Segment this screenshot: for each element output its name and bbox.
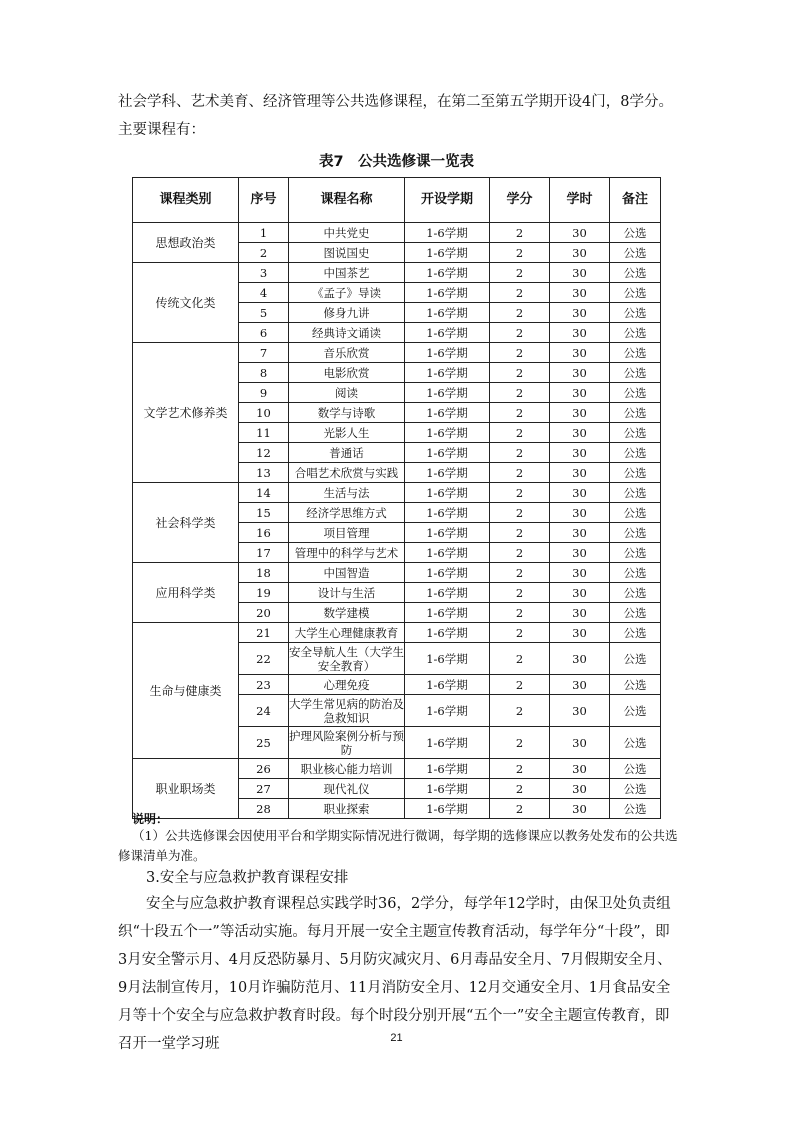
number-cell: 24: [239, 695, 289, 727]
number-cell: 11: [239, 423, 289, 443]
number-cell: 9: [239, 383, 289, 403]
number-cell: 19: [239, 583, 289, 603]
number-cell: 15: [239, 503, 289, 523]
semester-cell: 1-6学期: [405, 643, 490, 675]
number-cell: 4: [239, 283, 289, 303]
number-cell: 6: [239, 323, 289, 343]
number-cell: 26: [239, 759, 289, 779]
hours-cell: 30: [550, 799, 610, 819]
remark-cell: 公选: [610, 779, 661, 799]
remark-cell: 公选: [610, 523, 661, 543]
hours-cell: 30: [550, 443, 610, 463]
header-remarks: 备注: [610, 178, 661, 223]
course-name-cell: 职业核心能力培训: [289, 759, 405, 779]
credits-cell: 2: [490, 323, 550, 343]
credits-cell: 2: [490, 623, 550, 643]
hours-cell: 30: [550, 727, 610, 759]
remark-cell: 公选: [610, 323, 661, 343]
remark-cell: 公选: [610, 363, 661, 383]
credits-cell: 2: [490, 343, 550, 363]
body-paragraph: 安全与应急救护教育课程总实践学时36，2学分，每学年12学时，由保卫处负责组织“十段五个一”等活动实施。每月开展一安全主题宣传教育活动，每学年分“十段”，即3月安全警示月、4月反恐防暴月、5月防灾减灾月、6月毒品安全月、7月假期安全月、9月法制宣传月，10月诈骗防范月、11月消防安全月、12月交通安全月、1月食品安全月等十个安全与应急救护教育时段。每个时段分别开展“五个一”安全主题宣传教育，即召开一堂学习班: [118, 896, 672, 1052]
hours-cell: 30: [550, 483, 610, 503]
semester-cell: 1-6学期: [405, 383, 490, 403]
credits-cell: 2: [490, 463, 550, 483]
remark-cell: 公选: [610, 223, 661, 243]
credits-cell: 2: [490, 675, 550, 695]
hours-cell: 30: [550, 303, 610, 323]
semester-cell: 1-6学期: [405, 443, 490, 463]
course-name-cell: 普通话: [289, 443, 405, 463]
semester-cell: 1-6学期: [405, 523, 490, 543]
hours-cell: 30: [550, 223, 610, 243]
remark-cell: 公选: [610, 799, 661, 819]
hours-cell: 30: [550, 403, 610, 423]
course-name-cell: 中共党史: [289, 223, 405, 243]
course-name-cell: 合唱艺术欣赏与实践: [289, 463, 405, 483]
remark-cell: 公选: [610, 403, 661, 423]
remark-cell: 公选: [610, 603, 661, 623]
category-cell: 社会科学类: [133, 483, 239, 563]
number-cell: 27: [239, 779, 289, 799]
course-name-cell: 职业探索: [289, 799, 405, 819]
credits-cell: 2: [490, 223, 550, 243]
credits-cell: 2: [490, 603, 550, 623]
hours-cell: 30: [550, 343, 610, 363]
credits-cell: 2: [490, 483, 550, 503]
course-name-cell: 经典诗文诵读: [289, 323, 405, 343]
course-name-cell: 安全导航人生（大学生安全教育）: [289, 644, 404, 673]
course-name-cell: 音乐欣赏: [289, 343, 405, 363]
hours-cell: 30: [550, 463, 610, 483]
remark-cell: 公选: [610, 503, 661, 523]
semester-cell: 1-6学期: [405, 759, 490, 779]
credits-cell: 2: [490, 727, 550, 759]
remark-cell: 公选: [610, 563, 661, 583]
table-caption: 表7 公共选修课一览表: [318, 154, 475, 170]
credits-cell: 2: [490, 779, 550, 799]
hours-cell: 30: [550, 623, 610, 643]
semester-cell: 1-6学期: [405, 603, 490, 623]
hours-cell: 30: [550, 603, 610, 623]
course-name-cell: 设计与生活: [289, 583, 405, 603]
header-semester: 开设学期: [405, 178, 490, 223]
credits-cell: 2: [490, 503, 550, 523]
hours-cell: 30: [550, 563, 610, 583]
number-cell: 16: [239, 523, 289, 543]
remark-cell: 公选: [610, 759, 661, 779]
course-name-cell: 修身九讲: [289, 303, 405, 323]
course-name-cell: 心理免疫: [289, 675, 405, 695]
credits-cell: 2: [490, 363, 550, 383]
hours-cell: 30: [550, 675, 610, 695]
remark-cell: 公选: [610, 675, 661, 695]
remark-cell: 公选: [610, 303, 661, 323]
course-name-cell: 中国智造: [289, 563, 405, 583]
notes-title: 说明：: [132, 812, 169, 826]
credits-cell: 2: [490, 303, 550, 323]
hours-cell: 30: [550, 423, 610, 443]
table-body: [133, 223, 661, 819]
category-cell: 思想政治类: [133, 223, 239, 263]
remark-cell: 公选: [610, 623, 661, 643]
credits-cell: 2: [490, 643, 550, 675]
remark-cell: 公选: [610, 695, 661, 727]
hours-cell: 30: [550, 759, 610, 779]
remark-cell: 公选: [610, 283, 661, 303]
remark-cell: 公选: [610, 727, 661, 759]
course-name-cell: 生活与法: [289, 483, 405, 503]
semester-cell: 1-6学期: [405, 623, 490, 643]
hours-cell: 30: [550, 323, 610, 343]
semester-cell: 1-6学期: [405, 283, 490, 303]
intro-paragraph: 社会学科、艺术美育、经济管理等公共选修课程，在第二至第五学期开设4门，8学分。主要课程有：: [118, 94, 673, 138]
semester-cell: 1-6学期: [405, 799, 490, 819]
hours-cell: 30: [550, 583, 610, 603]
header-course: 课程名称: [289, 178, 405, 223]
table-row: [133, 343, 661, 363]
hours-cell: 30: [550, 283, 610, 303]
table-row: [133, 263, 661, 283]
semester-cell: 1-6学期: [405, 323, 490, 343]
remark-cell: 公选: [610, 443, 661, 463]
table-header-row: [133, 178, 661, 223]
hours-cell: 30: [550, 523, 610, 543]
credits-cell: 2: [490, 403, 550, 423]
number-cell: 28: [239, 799, 289, 819]
credits-cell: 2: [490, 759, 550, 779]
number-cell: 14: [239, 483, 289, 503]
hours-cell: 30: [550, 503, 610, 523]
credits-cell: 2: [490, 563, 550, 583]
elective-course-table: [132, 177, 661, 819]
credits-cell: 2: [490, 695, 550, 727]
remark-cell: 公选: [610, 263, 661, 283]
remark-cell: 公选: [610, 583, 661, 603]
hours-cell: 30: [550, 779, 610, 799]
hours-cell: 30: [550, 263, 610, 283]
semester-cell: 1-6学期: [405, 543, 490, 563]
course-name-cell: 管理中的科学与艺术: [289, 543, 405, 563]
number-cell: 2: [239, 243, 289, 263]
semester-cell: 1-6学期: [405, 727, 490, 759]
category-cell: 文学艺术修养类: [133, 343, 239, 483]
credits-cell: 2: [490, 263, 550, 283]
semester-cell: 1-6学期: [405, 583, 490, 603]
number-cell: 7: [239, 343, 289, 363]
credits-cell: 2: [490, 523, 550, 543]
number-cell: 22: [239, 643, 289, 675]
semester-cell: 1-6学期: [405, 423, 490, 443]
header-credits: 学分: [490, 178, 550, 223]
number-cell: 25: [239, 727, 289, 759]
number-cell: 13: [239, 463, 289, 483]
semester-cell: 1-6学期: [405, 483, 490, 503]
credits-cell: 2: [490, 583, 550, 603]
number-cell: 1: [239, 223, 289, 243]
table-row: [133, 483, 661, 503]
hours-cell: 30: [550, 363, 610, 383]
semester-cell: 1-6学期: [405, 403, 490, 423]
remark-cell: 公选: [610, 643, 661, 675]
remark-cell: 公选: [610, 383, 661, 403]
header-hours: 学时: [550, 178, 610, 223]
hours-cell: 30: [550, 243, 610, 263]
table-row: [133, 563, 661, 583]
note-item: （1）公共选修课会因使用平台和学期实际情况进行微调，每学期的选修课应以教务处发布的公共选修课清单为准。: [118, 828, 678, 863]
category-cell: 生命与健康类: [133, 623, 239, 759]
number-cell: 20: [239, 603, 289, 623]
semester-cell: 1-6学期: [405, 463, 490, 483]
semester-cell: 1-6学期: [405, 363, 490, 383]
semester-cell: 1-6学期: [405, 675, 490, 695]
semester-cell: 1-6学期: [405, 343, 490, 363]
hours-cell: 30: [550, 543, 610, 563]
remark-cell: 公选: [610, 483, 661, 503]
section-heading: 3.安全与应急救护教育课程安排: [146, 870, 349, 886]
remark-cell: 公选: [610, 463, 661, 483]
semester-cell: 1-6学期: [405, 563, 490, 583]
header-category: 课程类别: [133, 178, 239, 223]
table-row: [133, 759, 661, 779]
number-cell: 18: [239, 563, 289, 583]
remark-cell: 公选: [610, 343, 661, 363]
number-cell: 17: [239, 543, 289, 563]
hours-cell: 30: [550, 383, 610, 403]
credits-cell: 2: [490, 383, 550, 403]
semester-cell: 1-6学期: [405, 243, 490, 263]
course-name-cell: 现代礼仪: [289, 779, 405, 799]
course-name-cell: 中国茶艺: [289, 263, 405, 283]
table-row: [133, 623, 661, 643]
course-name-cell: 图说国史: [289, 243, 405, 263]
credits-cell: 2: [490, 283, 550, 303]
number-cell: 5: [239, 303, 289, 323]
number-cell: 10: [239, 403, 289, 423]
category-cell: 传统文化类: [133, 263, 239, 343]
hours-cell: 30: [550, 695, 610, 727]
course-name-cell: 项目管理: [289, 523, 405, 543]
number-cell: 3: [239, 263, 289, 283]
course-name-cell: 护理风险案例分析与预防: [289, 728, 404, 757]
remark-cell: 公选: [610, 423, 661, 443]
course-name-cell: 光影人生: [289, 423, 405, 443]
table-row: [133, 223, 661, 243]
category-cell: 职业职场类: [133, 759, 239, 819]
course-name-cell: 《孟子》导读: [289, 283, 405, 303]
number-cell: 8: [239, 363, 289, 383]
semester-cell: 1-6学期: [405, 779, 490, 799]
remark-cell: 公选: [610, 243, 661, 263]
number-cell: 21: [239, 623, 289, 643]
credits-cell: 2: [490, 543, 550, 563]
course-name-cell: 数学建模: [289, 603, 405, 623]
number-cell: 23: [239, 675, 289, 695]
course-name-cell: 经济学思维方式: [289, 503, 405, 523]
number-cell: 12: [239, 443, 289, 463]
credits-cell: 2: [490, 243, 550, 263]
semester-cell: 1-6学期: [405, 303, 490, 323]
remark-cell: 公选: [610, 543, 661, 563]
semester-cell: 1-6学期: [405, 695, 490, 727]
course-name-cell: 大学生常见病的防治及急救知识: [289, 696, 404, 725]
course-name-cell: 阅读: [289, 383, 405, 403]
course-name-cell: 数学与诗歌: [289, 403, 405, 423]
header-number: 序号: [239, 178, 289, 223]
credits-cell: 2: [490, 443, 550, 463]
course-name-cell: 大学生心理健康教育: [289, 623, 405, 643]
semester-cell: 1-6学期: [405, 263, 490, 283]
page-number: 21: [390, 1032, 403, 1044]
category-cell: 应用科学类: [133, 563, 239, 623]
hours-cell: 30: [550, 643, 610, 675]
course-name-cell: 电影欣赏: [289, 363, 405, 383]
semester-cell: 1-6学期: [405, 503, 490, 523]
credits-cell: 2: [490, 423, 550, 443]
semester-cell: 1-6学期: [405, 223, 490, 243]
credits-cell: 2: [490, 799, 550, 819]
